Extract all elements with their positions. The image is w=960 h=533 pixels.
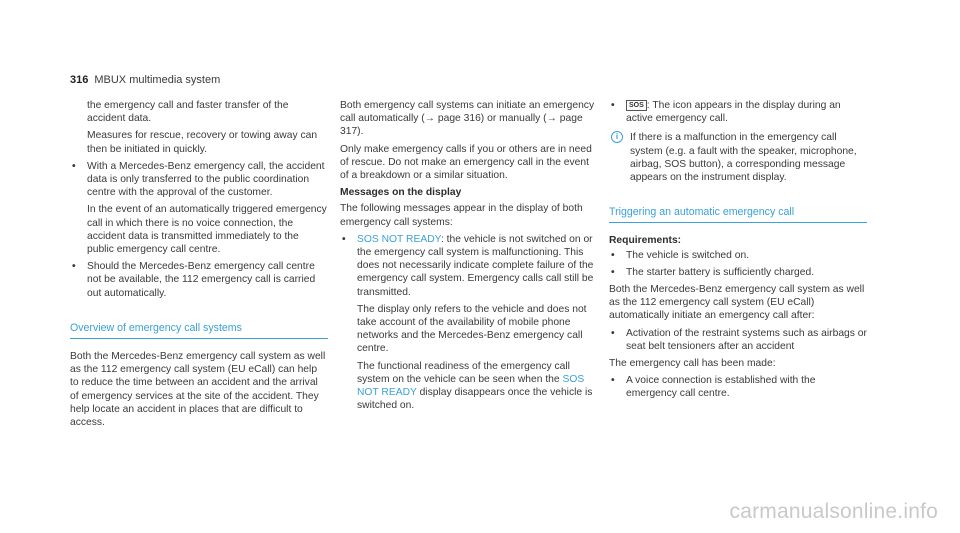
- arrow-icon: →: [546, 113, 557, 125]
- bullet-icon: •: [611, 249, 615, 261]
- overview-text: Both the Mercedes-Benz emergency call system as well as the 112 emergency call system (EU eCall) can help to reduce the time between an accident and the arrival of emergency services at the site of the accident. They help locate an accident in places that are difficult to access.: [70, 351, 326, 429]
- section-heading-overview: Overview of emergency call systems: [70, 322, 328, 339]
- list-item: [70, 160, 328, 200]
- bullet-text: A voice connection is established with the emergency call centre.: [626, 375, 816, 400]
- info-text: If there is a malfunction in the emergency call system (e.g. a fault with the speaker, microphone, airbag, SOS button), a corresponding message appears on the instrument display.: [630, 132, 857, 184]
- sos-icon: SOS: [626, 100, 647, 111]
- page-number: 316: [70, 74, 89, 86]
- bullet-text: The starter battery is sufficiently charged.: [626, 266, 815, 278]
- list-item: [70, 260, 328, 300]
- bullet-icon: •: [611, 327, 615, 339]
- page-header: [70, 74, 220, 87]
- bullet-icon: •: [611, 266, 615, 278]
- bullet-text: : the vehicle is not switched on or the emergency call system is malfunctioning. This does not necessarily indicate complete failure of the emergency call system. Emergency calls call still be transmitted.: [357, 233, 594, 298]
- info-icon: i: [611, 131, 623, 143]
- bullet-text: With a Mercedes-Benz emergency call, the accident data is only transferred to the public coordination centre with the approval of the customer.: [87, 160, 325, 199]
- column-right: [609, 99, 867, 405]
- bullet-text: The vehicle is switched on.: [626, 249, 750, 261]
- initiate-text-part: Both emergency call systems can initiate an emergency call automatically (: [340, 100, 595, 125]
- functional-text-part: The functional readiness of the emergency call system on the vehicle can be seen when the: [357, 360, 570, 385]
- watermark: carmanualsonline.info: [729, 500, 938, 523]
- list-item: [609, 99, 867, 125]
- list-item: [340, 233, 598, 299]
- bullet-text: Should the Mercedes-Benz emergency call centre not be available, the 112 emergency call is carried out automatically.: [87, 261, 316, 299]
- list-item: [609, 266, 867, 279]
- header-title: MBUX multimedia system: [94, 74, 221, 86]
- info-note: [609, 131, 867, 184]
- arrow-icon: →: [424, 113, 435, 125]
- sos-not-ready-label: SOS NOT READY: [357, 233, 441, 245]
- list-item: [609, 249, 867, 262]
- bullet-text: Activation of the restraint systems such as airbags or seat belt tensioners after an accident: [626, 327, 867, 352]
- sub-heading-requirements: Requirements:: [609, 235, 682, 247]
- sub-heading-messages: Messages on the display: [340, 187, 462, 199]
- column-left: [70, 99, 328, 433]
- intro-text: the emergency call and faster transfer of the accident data.: [87, 100, 289, 125]
- list-item: [609, 327, 867, 353]
- initiate-text: [340, 99, 598, 139]
- functional-text: [340, 360, 598, 413]
- page-ref-link-316[interactable]: page 316) or manually (: [435, 113, 547, 125]
- list-item: [609, 374, 867, 400]
- functional-text-part: display disappears once the vehicle is switched on.: [357, 387, 593, 412]
- bullet-icon: •: [72, 160, 76, 172]
- bullet-icon: •: [72, 261, 76, 273]
- bullet-text: : The icon appears in the display during an active emergency call.: [626, 100, 841, 125]
- both-systems-text: Both the Mercedes-Benz emergency call system as well as the 112 emergency call system (EU eCall) automatically initiate an emergency call after:: [609, 284, 865, 322]
- section-heading-trigger: Triggering an automatic emergency call: [609, 206, 867, 223]
- bullet-detail-text: In the event of an automatically triggered emergency call in which there is no voice connection, the accident data is transmitted immediately to the public emergency call centre.: [87, 204, 327, 256]
- rescue-text: Only make emergency calls if you or others are in need of rescue. Do not make an emergency call in the event of a breakdown or a similar situation.: [340, 143, 592, 182]
- column-middle: [340, 99, 598, 416]
- display-refers-text: The display only refers to the vehicle and does not take account of the availability of mobile phone networks and the Mercedes-Benz emergency call centre.: [357, 303, 587, 355]
- sos-not-ready-label: SOS NOT READY: [357, 373, 585, 399]
- call-made-text: The emergency call has been made:: [609, 358, 776, 370]
- page-ref-link-317[interactable]: page 317).: [340, 113, 583, 138]
- measures-text: Measures for rescue, recovery or towing away can then be initiated in quickly.: [87, 130, 318, 155]
- bullet-icon: •: [611, 100, 615, 111]
- bullet-icon: •: [342, 233, 346, 245]
- messages-text: The following messages appear in the display of both emergency call systems:: [340, 203, 583, 228]
- bullet-icon: •: [611, 375, 615, 387]
